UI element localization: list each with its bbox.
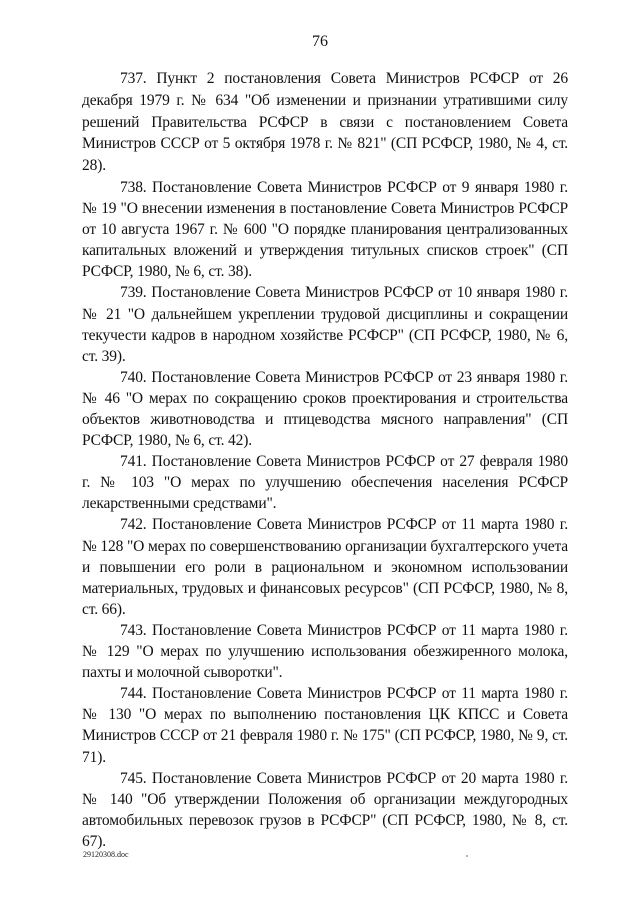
scan-dot xyxy=(466,855,468,857)
item-737: 737. Пункт 2 постановления Совета Министров РСФСР от 26 декабря 1979 г. № 634 "Об изменении и признании утратившими силу решений Правительства РСФСР в связи с постановлением Совета Министров СССР от 5 октября 1978 г. № 821" (СП РСФСР, 1980, № 4, ст. 28). xyxy=(82,70,568,175)
item-740: 740. Постановление Совета Министров РСФСР от 23 января 1980 г. № 46 "О мерах по сокращению сроков проектирования и строительства объектов животноводства и птицеводства мясного направления" (СП РСФСР, 1980, № 6, ст. 42). xyxy=(82,368,568,450)
footer-filename: 29120308.doc xyxy=(83,850,129,859)
item-745: 745. Постановление Совета Министров РСФСР от 20 марта 1980 г. № 140 "Об утверждении Положения об организации междугородных автомобильных перевозок грузов в РСФСР" (СП РСФСР, 1980, № 8, ст. 67). xyxy=(82,769,568,850)
page-number: 76 xyxy=(312,33,328,50)
item-741: 741. Постановление Совета Министров РСФСР от 27 февраля 1980 г. № 103 "О мерах по улучшению обеспечения населения РСФСР лекарственными средствами". xyxy=(82,453,568,513)
item-744: 744. Постановление Совета Министров РСФСР от 11 марта 1980 г. № 130 "О мерах по выполнению постановления ЦК КПСС и Совета Министров СССР от 21 февраля 1980 г. № 175" (СП РСФСР, 1980, № 9, ст. 71). xyxy=(82,685,568,766)
item-743: 743. Постановление Совета Министров РСФСР от 11 марта 1980 г. № 129 "О мерах по улучшению использования обезжиренного молока, пахты и молочной сыворотки". xyxy=(82,621,568,682)
document-body xyxy=(82,68,568,852)
item-739: 739. Постановление Совета Министров РСФСР от 10 января 1980 г. № 21 "О дальнейшем укреплении трудовой дисциплины и сокращении текучести кадров в народном хозяйстве РСФСР" (СП РСФСР, 1980, № 6, ст. 39). xyxy=(82,284,568,365)
item-742: 742. Постановление Совета Министров РСФСР от 11 марта 1980 г. № 128 "О мерах по совершенствованию организации бухгалтерского учета и повышении его роли в рациональном и экономном использовании материальных, трудовых и финансовых ресурсов" (СП РСФСР, 1980, № 8, ст. 66). xyxy=(82,516,568,618)
item-738: 738. Постановление Совета Министров РСФСР от 9 января 1980 г. № 19 "О внесении изменения в постановление Совета Министров РСФСР от 10 августа 1967 г. № 600 "О порядке планирования централизованных капитальных вложений и утверждения титульных списков строек" (СП РСФСР, 1980, № 6, ст. 38). xyxy=(82,178,568,281)
